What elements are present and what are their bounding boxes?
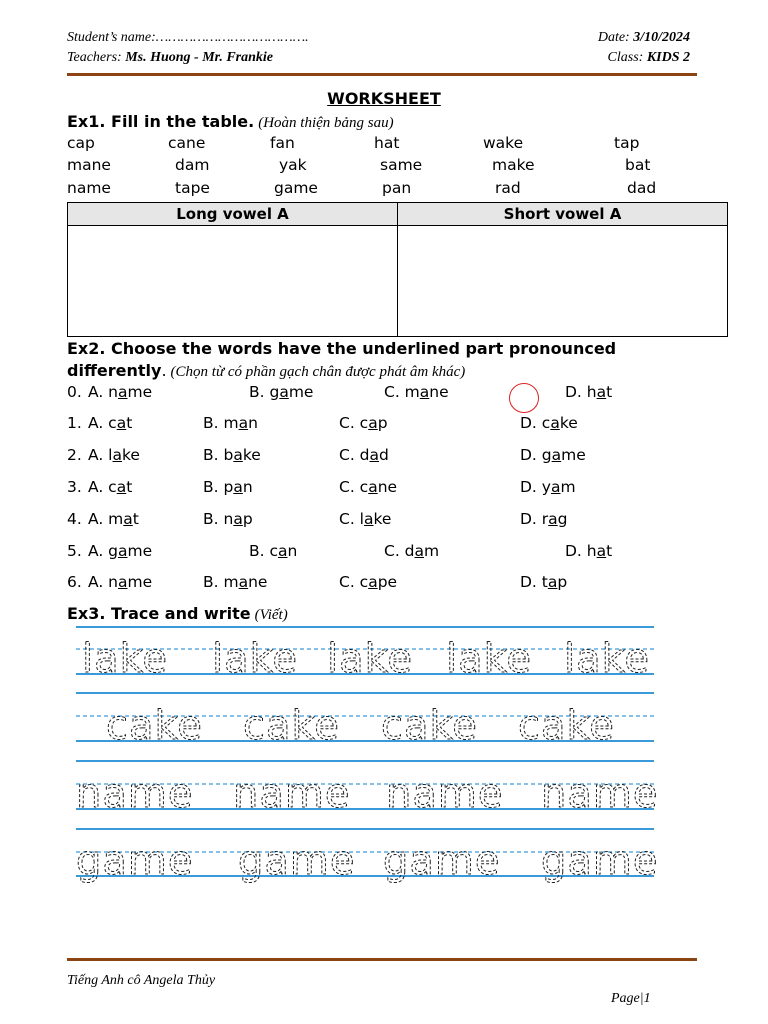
underlined-letter: a <box>233 478 243 496</box>
teachers-line <box>67 50 273 66</box>
answer-option[interactable] <box>565 542 612 560</box>
trace-word[interactable]: cake <box>243 703 340 749</box>
option-prefix: C. l <box>339 510 364 528</box>
ex3-heading <box>67 604 288 624</box>
trace-word[interactable]: game <box>76 838 194 884</box>
underlined-letter: a <box>112 446 122 464</box>
answer-option[interactable] <box>339 510 391 528</box>
option-suffix: t <box>606 383 613 401</box>
underlined-letter: a <box>368 478 378 496</box>
underlined-letter: a <box>368 414 378 432</box>
trace-word[interactable]: game <box>541 838 659 884</box>
answer-option[interactable] <box>203 573 267 591</box>
option-prefix: C. d <box>339 446 370 464</box>
answer-option[interactable] <box>339 414 388 432</box>
long-vowel-column <box>68 203 398 336</box>
option-prefix: B. m <box>203 573 239 591</box>
header-rule <box>67 73 697 76</box>
underlined-letter: a <box>369 446 380 464</box>
underlined-letter: a <box>233 510 243 528</box>
teachers-value: Ms. Huong - Mr. Frankie <box>125 50 274 65</box>
underlined-letter: a <box>118 542 128 560</box>
trace-word[interactable]: lake <box>564 636 650 682</box>
option-prefix: D. h <box>565 383 597 401</box>
underlined-letter: a <box>550 478 561 496</box>
option-suffix: ke <box>122 446 140 464</box>
trace-word[interactable]: name <box>541 771 659 817</box>
option-prefix: A. g <box>88 542 119 560</box>
option-prefix: A. n <box>88 573 119 591</box>
underlined-letter: a <box>279 383 289 401</box>
word-bank-item: bat <box>625 156 651 174</box>
short-vowel-column <box>398 203 727 336</box>
trace-word[interactable]: cake <box>518 703 615 749</box>
option-prefix: D. t <box>520 573 548 591</box>
answer-option[interactable] <box>88 542 152 560</box>
option-prefix: A. m <box>88 510 124 528</box>
option-suffix: m <box>424 542 440 560</box>
question-number: 5. <box>67 542 82 560</box>
answer-option[interactable] <box>384 383 449 401</box>
underlined-letter: a <box>368 573 378 591</box>
long-vowel-header: Long vowel A <box>68 203 397 226</box>
trace-word[interactable]: cake <box>106 703 203 749</box>
option-suffix: t <box>126 414 133 432</box>
answer-option[interactable] <box>88 478 132 496</box>
option-suffix: me <box>288 383 314 401</box>
answer-option[interactable] <box>520 414 578 432</box>
trace-word[interactable]: name <box>233 771 351 817</box>
option-prefix: A. c <box>88 414 117 432</box>
answer-option[interactable] <box>339 446 389 464</box>
option-prefix: B. b <box>203 446 234 464</box>
word-bank-item: name <box>67 179 111 197</box>
answer-option[interactable] <box>339 478 397 496</box>
underlined-letter: a <box>414 542 425 560</box>
answer-option[interactable] <box>384 542 439 560</box>
answer-option[interactable] <box>565 383 612 401</box>
option-prefix: A. n <box>88 383 119 401</box>
question-number: 3. <box>67 478 82 496</box>
answer-option[interactable] <box>88 383 152 401</box>
answer-option[interactable] <box>203 478 253 496</box>
option-prefix: D. y <box>520 478 551 496</box>
page-value: 1 <box>643 991 651 1006</box>
option-suffix: ke <box>373 510 392 528</box>
answer-option[interactable] <box>203 414 258 432</box>
word-bank-item: wake <box>483 134 524 152</box>
ex3-note: (Viết) <box>254 607 288 623</box>
option-suffix: ne <box>377 478 398 496</box>
trace-word[interactable]: game <box>383 838 501 884</box>
answer-option[interactable] <box>203 510 253 528</box>
option-suffix: n <box>248 414 258 432</box>
ex2-note: (Chọn từ có phần gạch chân được phát âm khác) <box>170 364 466 380</box>
answer-circle <box>509 383 539 413</box>
ex2-title-line2 <box>67 361 465 381</box>
underlined-letter: a <box>551 446 562 464</box>
trace-word[interactable]: lake <box>327 636 413 682</box>
underlined-letter: a <box>547 573 558 591</box>
option-suffix: p <box>377 414 388 432</box>
word-bank-item: pan <box>382 179 412 197</box>
answer-option[interactable] <box>339 573 397 591</box>
question-number: 6. <box>67 573 82 591</box>
question-number: 4. <box>67 510 82 528</box>
option-prefix: C. m <box>384 383 420 401</box>
word-bank-item: make <box>492 156 535 174</box>
option-suffix: t <box>132 510 139 528</box>
answer-option[interactable] <box>520 573 567 591</box>
option-prefix: C. d <box>384 542 415 560</box>
option-prefix: D. r <box>520 510 549 528</box>
option-suffix: n <box>242 478 253 496</box>
option-suffix: me <box>127 383 153 401</box>
option-prefix: A. l <box>88 446 113 464</box>
option-prefix: D. c <box>520 414 551 432</box>
student-name-label: Student’s name:………………………………. <box>67 30 309 45</box>
date-label: Date: <box>597 30 634 45</box>
word-bank-item: cane <box>168 134 206 152</box>
trace-word[interactable]: name <box>76 771 194 817</box>
class-value: KIDS 2 <box>646 50 690 65</box>
option-suffix: t <box>126 478 133 496</box>
word-bank-item: mane <box>67 156 111 174</box>
option-suffix: m <box>560 478 576 496</box>
tracing-area <box>76 622 676 892</box>
word-bank-item: fan <box>270 134 295 152</box>
answer-option[interactable] <box>203 446 261 464</box>
option-prefix: C. c <box>339 478 369 496</box>
underlined-letter: a <box>116 478 127 496</box>
option-suffix: me <box>127 573 153 591</box>
answer-option[interactable] <box>88 414 132 432</box>
option-prefix: C. c <box>339 414 369 432</box>
answer-option[interactable] <box>249 383 313 401</box>
option-suffix: me <box>127 542 153 560</box>
option-suffix: d <box>379 446 389 464</box>
underlined-letter: a <box>419 383 430 401</box>
word-bank-item: cap <box>67 134 95 152</box>
underlined-letter: a <box>596 542 607 560</box>
worksheet-title: WORKSHEET <box>327 89 441 108</box>
option-suffix: p <box>557 573 568 591</box>
underlined-letter: a <box>363 510 374 528</box>
option-prefix: D. g <box>520 446 552 464</box>
ex1-note: (Hoàn thiện bảng sau) <box>258 115 394 131</box>
underlined-letter: a <box>123 510 133 528</box>
option-prefix: B. p <box>203 478 234 496</box>
trace-word[interactable]: name <box>386 771 504 817</box>
word-bank-item: dad <box>627 179 657 197</box>
option-prefix: C. c <box>339 573 369 591</box>
question-number: 0. <box>67 383 82 401</box>
option-prefix: B. c <box>249 542 279 560</box>
date-line <box>598 30 690 46</box>
answer-option[interactable] <box>520 478 576 496</box>
ex1-title: Ex1. Fill in the table. <box>67 112 255 131</box>
option-suffix: ke <box>242 446 261 464</box>
word-bank-item: rad <box>495 179 521 197</box>
word-bank-item: yak <box>279 156 307 174</box>
question-number: 1. <box>67 414 82 432</box>
page-label: Page| <box>611 991 644 1006</box>
short-vowel-header: Short vowel A <box>398 203 727 226</box>
page-number <box>611 991 651 1007</box>
word-bank-item: same <box>380 156 423 174</box>
ex2-title-tail: differently <box>67 361 162 380</box>
answer-option[interactable] <box>88 446 140 464</box>
option-suffix: ke <box>559 414 578 432</box>
option-suffix: ne <box>429 383 449 401</box>
underlined-letter: a <box>238 573 249 591</box>
trace-word[interactable]: lake <box>82 636 168 682</box>
underlined-letter: a <box>116 414 127 432</box>
underlined-letter: a <box>550 414 560 432</box>
option-suffix: g <box>557 510 568 528</box>
ex2-title-punct: . <box>161 361 167 380</box>
option-prefix: B. m <box>203 414 239 432</box>
word-bank-item: hat <box>374 134 400 152</box>
underlined-letter: a <box>278 542 288 560</box>
option-prefix: D. h <box>565 542 597 560</box>
class-label: Class: <box>607 50 647 65</box>
footer-left-text: Tiếng Anh cô Angela Thủy <box>67 973 216 988</box>
underlined-letter: a <box>238 414 249 432</box>
question-number: 2. <box>67 446 82 464</box>
answer-option[interactable] <box>88 510 139 528</box>
class-line <box>608 50 690 66</box>
underlined-letter: a <box>233 446 243 464</box>
option-suffix: ne <box>248 573 268 591</box>
teachers-label: Teachers: <box>67 50 126 65</box>
underlined-letter: a <box>596 383 607 401</box>
vowel-table <box>67 202 728 337</box>
ex2-title-line1: Ex2. Choose the words have the underlined part pronounced <box>67 339 617 358</box>
trace-word[interactable]: game <box>238 838 356 884</box>
option-suffix: p <box>242 510 253 528</box>
word-bank-item: dam <box>175 156 210 174</box>
option-suffix: n <box>287 542 298 560</box>
option-suffix: pe <box>377 573 398 591</box>
option-suffix: t <box>606 542 613 560</box>
answer-option[interactable] <box>520 446 586 464</box>
answer-option[interactable] <box>249 542 297 560</box>
date-value: 3/10/2024 <box>633 30 690 45</box>
footer-rule <box>67 958 697 961</box>
trace-word[interactable]: cake <box>381 703 478 749</box>
word-bank-item: tape <box>175 179 210 197</box>
underlined-letter: a <box>548 510 558 528</box>
answer-option[interactable] <box>88 573 152 591</box>
word-bank-item: tap <box>614 134 640 152</box>
underlined-letter: a <box>118 383 128 401</box>
option-prefix: A. c <box>88 478 117 496</box>
word-bank-item: game <box>274 179 318 197</box>
trace-word[interactable]: lake <box>212 636 298 682</box>
underlined-letter: a <box>118 573 128 591</box>
option-suffix: me <box>561 446 586 464</box>
option-prefix: B. n <box>203 510 234 528</box>
ex1-heading <box>67 112 394 132</box>
answer-option[interactable] <box>520 510 568 528</box>
trace-word[interactable]: lake <box>446 636 532 682</box>
option-prefix: B. g <box>249 383 280 401</box>
ex3-title: Ex3. Trace and write <box>67 604 251 623</box>
